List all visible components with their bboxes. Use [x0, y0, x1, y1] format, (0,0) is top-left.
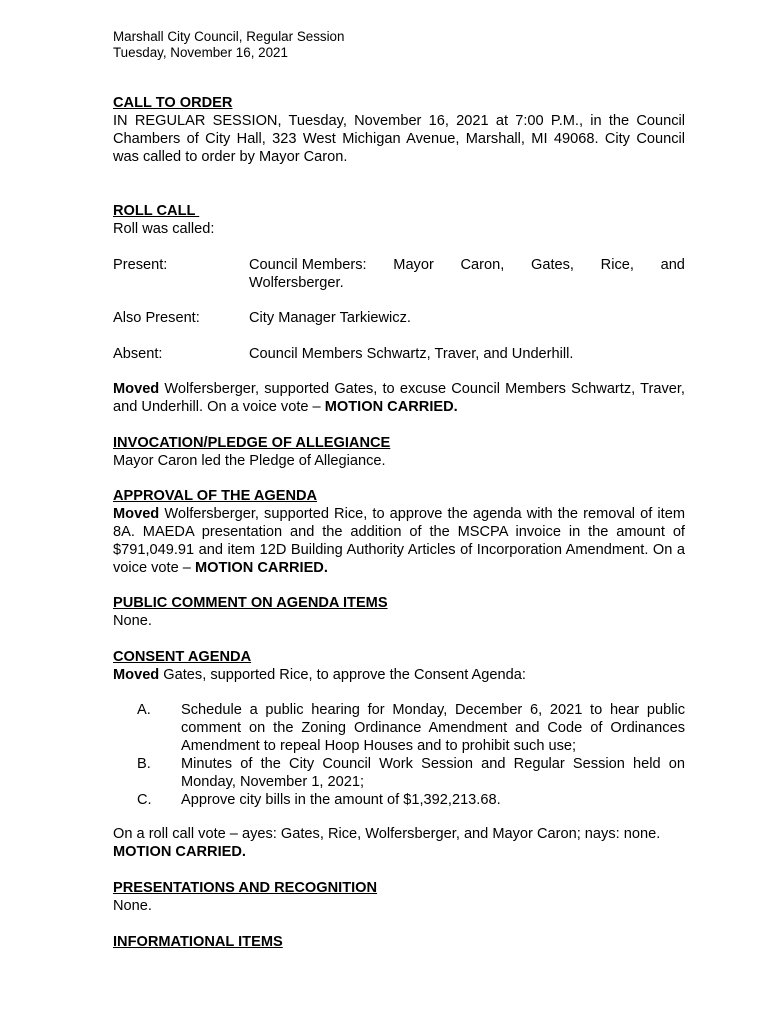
informational-section: [113, 933, 685, 951]
roll-call-heading: ROLL CALL: [113, 203, 200, 219]
invocation-text: Mayor Caron led the Pledge of Allegiance.: [113, 453, 386, 469]
call-to-order-section: [113, 94, 685, 166]
list-item: [113, 791, 685, 809]
call-to-order-heading: CALL TO ORDER: [113, 95, 233, 111]
item-text: Minutes of the City Council Work Session and Regular Session held on Monday, November 1, 2021;: [181, 756, 685, 790]
consent-section: [113, 648, 685, 684]
roll-call-text: Roll was called:: [113, 221, 215, 237]
invocation-section: [113, 434, 685, 470]
absent-value: Council Members Schwartz, Traver, and Underhill.: [249, 346, 574, 362]
header-date: Tuesday, November 16, 2021: [113, 45, 288, 60]
motion-result: MOTION CARRIED.: [324, 399, 458, 415]
invocation-heading: INVOCATION/PLEDGE OF ALLEGIANCE: [113, 435, 391, 451]
document-header: [113, 29, 344, 61]
roll-call-motion: [113, 380, 685, 416]
list-item: [113, 755, 685, 791]
present-word: Rice,: [600, 257, 634, 273]
absent-label: Absent:: [113, 346, 163, 362]
consent-result: MOTION CARRIED.: [113, 844, 246, 860]
call-to-order-text: IN REGULAR SESSION, Tuesday, November 16, 2021 at 7:00 P.M., in the Council Chambers of City Hall, 323 West Michigan Avenue, Marshall, MI 49068. City Council was called to order by Mayor Caron.: [113, 113, 685, 165]
item-text: Schedule a public hearing for Monday, December 6, 2021 to hear public comment on the Zoning Ordinance Amendment and Code of Ordinances Amendment to repeal Hoop Houses and to prohibit such use;: [181, 702, 685, 754]
agenda-moved: Moved: [113, 506, 160, 522]
motion-moved: Moved: [113, 381, 160, 397]
public-comment-heading: PUBLIC COMMENT ON AGENDA ITEMS: [113, 595, 388, 611]
consent-heading: CONSENT AGENDA: [113, 649, 252, 665]
also-present-label: Also Present:: [113, 310, 200, 326]
item-text: Approve city bills in the amount of $1,392,213.68.: [181, 792, 501, 808]
consent-moved: Moved: [113, 667, 160, 683]
presentations-section: [113, 879, 685, 915]
present-line-2: Wolfersberger.: [249, 275, 344, 291]
list-item: [113, 701, 685, 755]
presentations-text: None.: [113, 898, 152, 914]
present-line-1: [249, 256, 685, 274]
header-title: Marshall City Council, Regular Session: [113, 29, 345, 44]
public-comment-section: [113, 594, 685, 630]
present-word: Council Members:: [249, 257, 367, 273]
consent-items: [113, 701, 685, 809]
agenda-result: MOTION CARRIED.: [194, 560, 328, 576]
informational-heading: INFORMATIONAL ITEMS: [113, 934, 283, 950]
item-letter: A.: [137, 702, 151, 718]
agenda-section: [113, 487, 685, 577]
present-word: Gates,: [530, 257, 574, 273]
present-value: [249, 256, 685, 292]
consent-vote-text: On a roll call vote – ayes: Gates, Rice, Wolfersberger, and Mayor Caron; nays: none.: [113, 826, 661, 842]
roll-call-section: [113, 202, 685, 238]
consent-text: Gates, supported Rice, to approve the Consent Agenda:: [159, 667, 526, 683]
present-word: Caron,: [460, 257, 505, 273]
consent-vote: [113, 825, 685, 861]
public-comment-text: None.: [113, 613, 152, 629]
item-letter: C.: [137, 792, 152, 808]
present-word: Mayor: [393, 257, 434, 273]
consent-motion: [113, 666, 685, 684]
presentations-heading: PRESENTATIONS AND RECOGNITION: [113, 880, 378, 896]
present-label: Present:: [113, 257, 168, 273]
agenda-heading: APPROVAL OF THE AGENDA: [113, 488, 318, 504]
present-word: and: [660, 257, 685, 273]
motion-text: Wolfersberger, supported Gates, to excuse Council Members Schwartz, Traver, and Underhill. On a voice vote –: [113, 381, 685, 415]
agenda-motion: [113, 505, 685, 577]
agenda-text: Wolfersberger, supported Rice, to approve the agenda with the removal of item 8A. MAEDA presentation and the addition of the MSCPA invoice in the amount of $791,049.91 and item 12D Building Authority Articles of Incorporation Amendment. On a voice vote –: [113, 506, 685, 576]
also-present-value: City Manager Tarkiewicz.: [249, 310, 411, 326]
item-letter: B.: [137, 756, 151, 772]
